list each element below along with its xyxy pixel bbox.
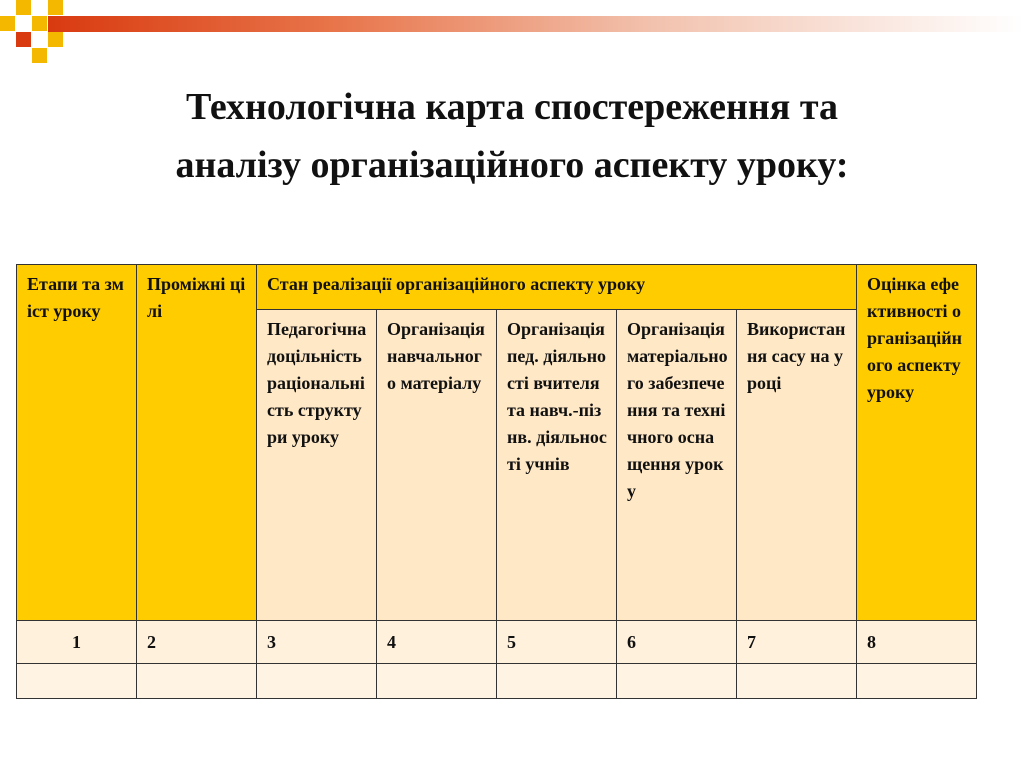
empty-cell [497, 664, 617, 699]
header-row-1 [17, 265, 977, 310]
empty-cell [617, 664, 737, 699]
empty-row [17, 664, 977, 699]
title-line-2: аналізу організаційного аспекту уроку: [175, 144, 849, 186]
number-cell: 1 [17, 621, 137, 664]
number-cell: 5 [497, 621, 617, 664]
empty-cell [137, 664, 257, 699]
empty-cell [17, 664, 137, 699]
subheader-time-usage: Використання сасу на уроці [737, 310, 857, 621]
header-evaluation: Оцінка ефективності організаційного аспекту уроку [857, 265, 977, 621]
slide-title [60, 78, 964, 194]
number-row [17, 621, 977, 664]
number-cell: 3 [257, 621, 377, 664]
number-cell: 8 [857, 621, 977, 664]
number-cell: 7 [737, 621, 857, 664]
header-goals: Проміжні цілі [137, 265, 257, 621]
subheader-learning-material: Організація навчального матеріалу [377, 310, 497, 621]
number-cell: 4 [377, 621, 497, 664]
header-stages: Етапи та зміст уроку [17, 265, 137, 621]
empty-cell [737, 664, 857, 699]
number-cell: 6 [617, 621, 737, 664]
number-cell: 2 [137, 621, 257, 664]
subheader-material-support: Організація матеріального забезпечення та технічного оснащення уроку [617, 310, 737, 621]
empty-cell [257, 664, 377, 699]
header-state-group: Стан реалізації організаційного аспекту уроку [257, 265, 857, 310]
decorative-gradient-bar [48, 16, 1024, 32]
empty-cell [377, 664, 497, 699]
subheader-pedagogical-structure: Педагогічна доцільність раціональність структури уроку [257, 310, 377, 621]
empty-cell [857, 664, 977, 699]
observation-table [16, 264, 977, 699]
subheader-teacher-student-activity: Організація пед. діяльності вчителя та навч.-пізнв. діяльності учнів [497, 310, 617, 621]
decorative-header-pattern [0, 0, 1024, 70]
title-line-1: Технологічна карта спостереження та [186, 86, 838, 128]
